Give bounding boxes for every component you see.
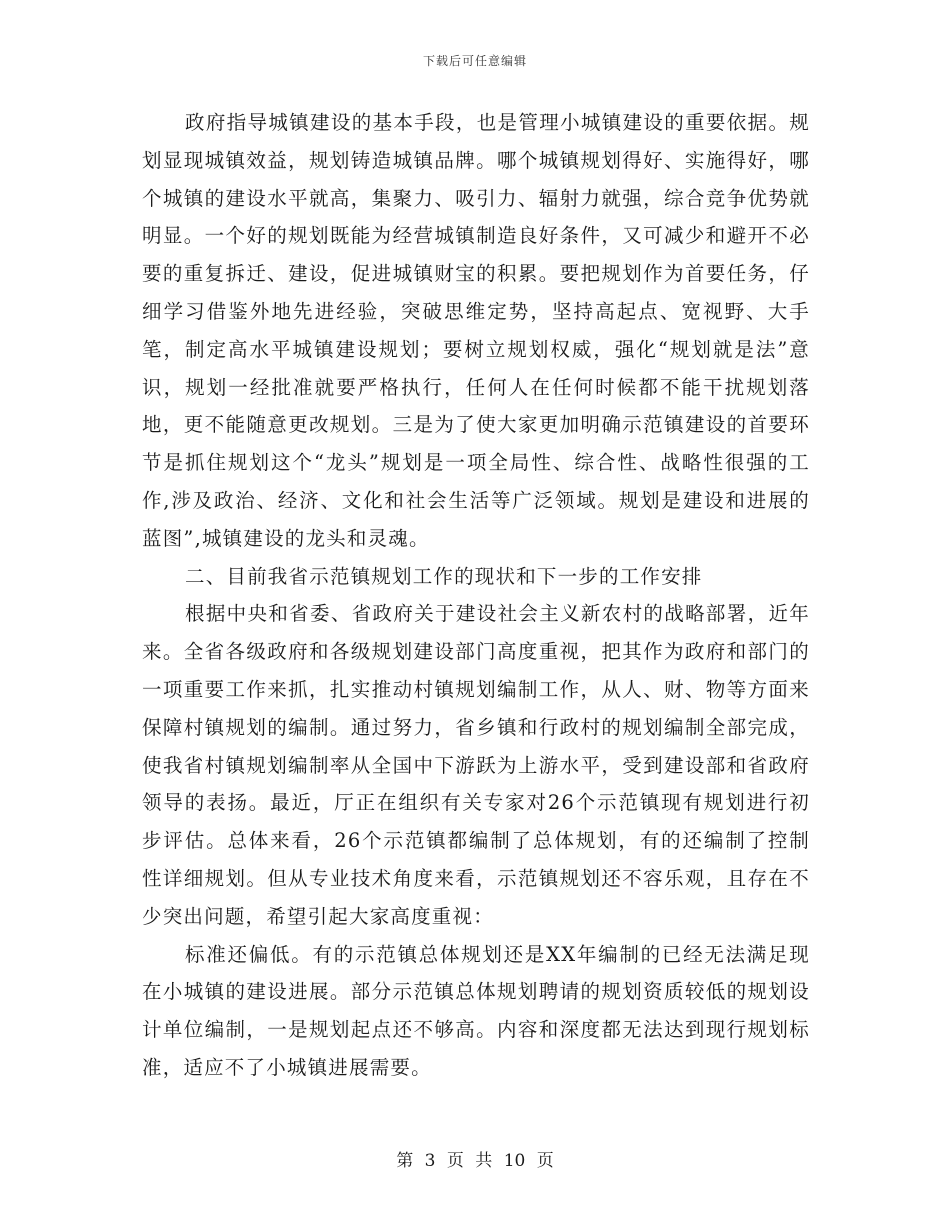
- page-header: 下载后可任意编辑: [422, 54, 527, 68]
- document-body: [142, 104, 810, 1087]
- paragraph-current-status: 根据中央和省委、省政府关于建设社会主义新农村的战略部署，近年来。全省各级政府和各级规划建设部门高度重视，把其作为政府和部门的一项重要工作来抓，扎实推动村镇规划编制工作，从人、财、物等方面来保障村镇规划的编制。通过努力，省乡镇和行政村的规划编制全部完成，使我省村镇规划编制率从全国中下游跃为上游水平，受到建设部和省政府领导的表扬。最近，厅正在组织有关专家对26个示范镇现有规划进行初步评估。总体来看，26个示范镇都编制了总体规划，有的还编制了控制性详细规划。但从专业技术角度来看，示范镇规划还不容乐观，且存在不少突出问题，希望引起大家高度重视：: [142, 602, 810, 928]
- page-number-footer: 第 3 页 共 10 页: [396, 1151, 554, 1171]
- paragraph-low-standards: 标准还偏低。有的示范镇总体规划还是XX年编制的已经无法满足现在小城镇的建设进展。部分示范镇总体规划聘请的规划资质较低的规划设计单位编制，一是规划起点还不够高。内容和深度都无法达到现行规划标准，适应不了小城镇进展需要。: [142, 942, 810, 1079]
- section-heading-current-status: 二、目前我省示范镇规划工作的现状和下一步的工作安排: [185, 564, 703, 588]
- paragraph-planning-importance: 政府指导城镇建设的基本手段，也是管理小城镇建设的重要依据。规划显现城镇效益，规划铸造城镇品牌。哪个城镇规划得好、实施得好，哪个城镇的建设水平就高，集聚力、吸引力、辐射力就强，综合竞争优势就明显。一个好的规划既能为经营城镇制造良好条件，又可减少和避开不必要的重复拆迁、建设，促进城镇财宝的积累。要把规划作为首要任务，仔细学习借鉴外地先进经验，突破思维定势，坚持高起点、宽视野、大手笔，制定高水平城镇建设规划；要树立规划权威，强化“规划就是法”意识，规划一经批准就要严格执行，任何人在任何时候都不能干扰规划落地，更不能随意更改规划。三是为了使大家更加明确示范镇建设的首要环节是抓住规划这个“龙头”规划是一项全局性、综合性、战略性很强的工作,涉及政治、经济、文化和社会生活等广泛领域。规划是建设和进展的蓝图”,城镇建设的龙头和灵魂。: [142, 111, 810, 550]
